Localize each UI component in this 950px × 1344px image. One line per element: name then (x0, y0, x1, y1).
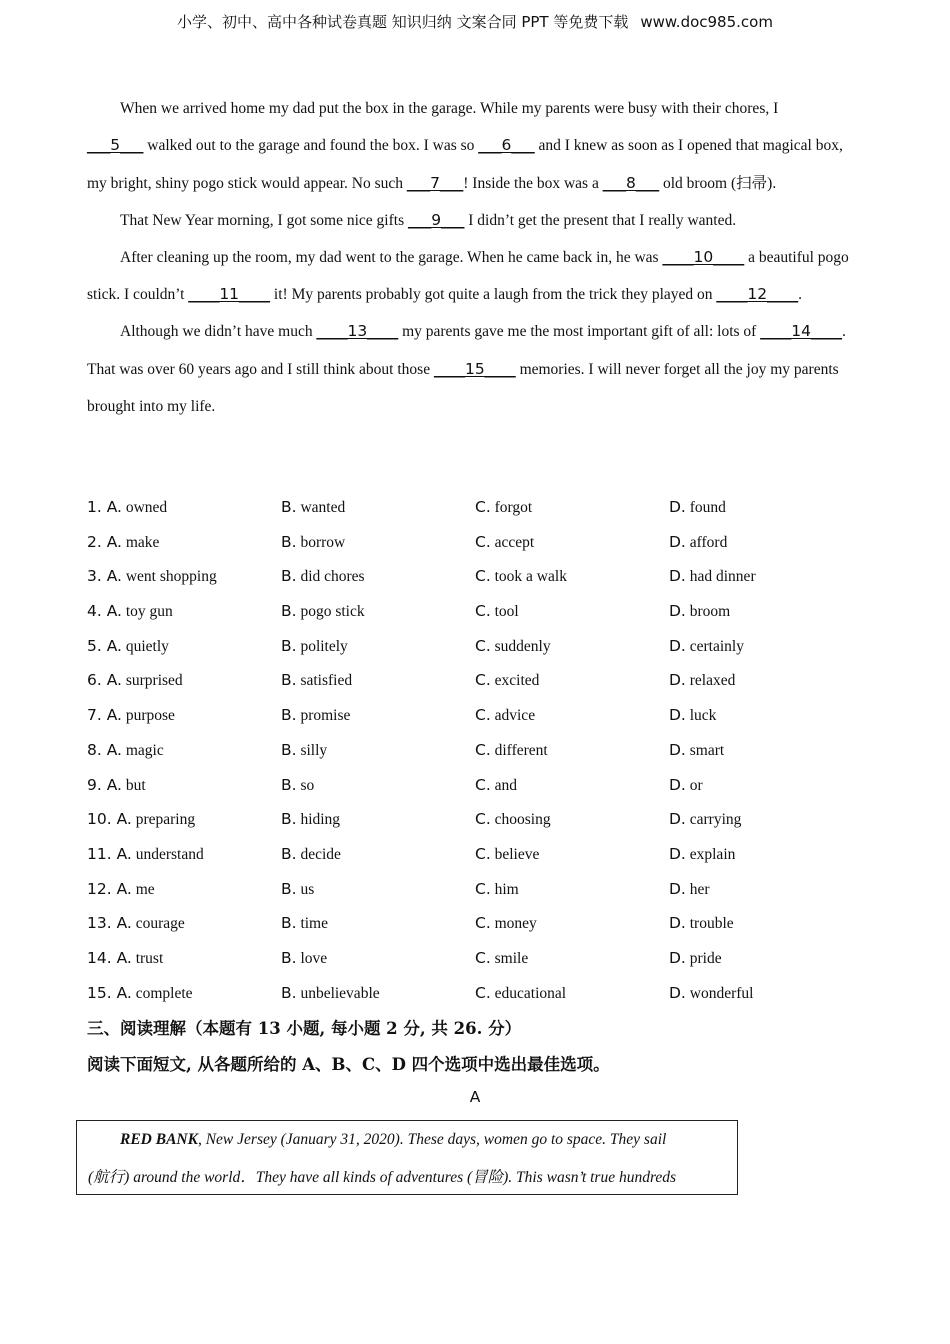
option-label: C. (475, 948, 491, 967)
option-c[interactable] (475, 533, 534, 552)
blank-5: ___5___ (87, 136, 144, 155)
page-header (0, 11, 950, 32)
option-label: 4. A. (87, 602, 122, 621)
option-text: wonderful (689, 984, 754, 1002)
option-text: magic (125, 741, 164, 759)
option-label: B. (281, 532, 297, 551)
option-d[interactable] (669, 498, 726, 517)
option-text: her (689, 880, 710, 898)
option-text: toy gun (125, 603, 173, 621)
option-label: 3. A. (87, 567, 122, 586)
passage-letter: A (469, 1088, 481, 1106)
option-c[interactable] (475, 567, 567, 586)
dateline: RED BANK (120, 1131, 198, 1148)
option-d[interactable] (669, 706, 716, 725)
option-d[interactable] (669, 741, 724, 760)
option-label: B. (281, 740, 297, 759)
option-c[interactable] (475, 637, 551, 656)
option-label: B. (281, 914, 297, 933)
option-label: B. (281, 498, 297, 516)
option-b[interactable] (281, 810, 340, 829)
option-b[interactable] (281, 776, 314, 795)
option-text: understand (135, 845, 204, 863)
option-d[interactable] (669, 776, 703, 795)
option-label: D. (669, 671, 686, 690)
option-label: 2. A. (87, 532, 122, 551)
option-b[interactable] (281, 914, 328, 933)
option-text: courage (135, 915, 185, 933)
option-c[interactable] (475, 706, 535, 725)
header-text: 小学、初中、高中各种试卷真题 知识归纳 文案合同 PPT 等免费下载 (177, 13, 629, 31)
option-d[interactable] (669, 567, 756, 586)
option-text: pride (689, 949, 722, 967)
option-text: luck (689, 707, 717, 725)
option-text: smile (494, 949, 529, 967)
option-text: afford (689, 533, 728, 551)
option-a[interactable] (87, 810, 195, 829)
question-row (87, 698, 867, 733)
paragraph-1: When we arrived home my dad put the box in the garage. While my parents were busy with their chores, I ___5___ walked out to the garage and found the box. I was so ___6___ and I knew as soon as I opened that magical box, my bright, shiny pogo stick would appear. No such ___7___! Inside the box was a ___8___ old broom (扫帚). (87, 100, 843, 192)
option-text: preparing (135, 811, 196, 829)
option-label: C. (475, 706, 491, 725)
option-label: C. (475, 810, 491, 829)
option-label: 14. A. (87, 948, 132, 967)
option-text: him (494, 880, 519, 898)
option-a[interactable] (87, 845, 204, 864)
question-row (87, 976, 867, 1011)
option-c[interactable] (475, 810, 551, 829)
option-label: D. (669, 983, 686, 1002)
option-label: D. (669, 879, 686, 898)
option-d[interactable] (669, 914, 734, 933)
option-b[interactable] (281, 845, 341, 864)
option-text: and (494, 776, 518, 794)
option-c[interactable] (475, 498, 532, 517)
option-label: C. (475, 914, 491, 933)
option-label: C. (475, 636, 491, 655)
blank-7: ___7___ (406, 173, 464, 192)
option-b[interactable] (281, 949, 327, 968)
option-text: me (135, 880, 155, 898)
option-text: excited (494, 672, 540, 690)
option-b[interactable] (281, 602, 365, 621)
option-text: hiding (300, 811, 341, 829)
option-label: 6. A. (87, 671, 122, 690)
option-a[interactable] (87, 637, 169, 656)
option-label: 11. A. (87, 844, 132, 863)
option-label: D. (669, 498, 686, 516)
option-label: 12. A. (87, 879, 132, 898)
option-label: B. (281, 706, 297, 725)
option-c[interactable] (475, 984, 566, 1003)
option-a[interactable] (87, 880, 155, 899)
blank-13: ____13____ (316, 322, 399, 341)
option-label: D. (669, 948, 686, 967)
option-a[interactable] (87, 602, 173, 621)
question-row (87, 872, 867, 907)
question-row (87, 906, 867, 941)
option-text: love (300, 949, 328, 967)
option-text: carrying (689, 811, 742, 829)
section-title: 三、阅读理解（本题有 13 小题, 每小题 2 分, 共 26. 分） (87, 1019, 522, 1038)
option-text: trust (135, 949, 164, 967)
option-d[interactable] (669, 533, 727, 552)
option-a[interactable] (87, 984, 193, 1003)
option-text: believe (494, 845, 540, 863)
option-text: make (125, 533, 160, 551)
question-row (87, 837, 867, 872)
option-text: advice (494, 707, 536, 725)
option-label: C. (475, 775, 491, 794)
option-label: 1. A. (87, 498, 122, 516)
option-text: silly (300, 741, 328, 759)
blank-12: ____12____ (716, 285, 799, 304)
option-b[interactable] (281, 533, 345, 552)
option-a[interactable] (87, 671, 183, 690)
option-text: owned (125, 499, 168, 516)
option-label: C. (475, 879, 491, 898)
section-instruction: 阅读下面短文, 从各题所给的 A、B、C、D 四个选项中选出最佳选项。 (87, 1055, 610, 1074)
option-d[interactable] (669, 637, 744, 656)
blank-11: ____11____ (188, 285, 271, 304)
option-label: 7. A. (87, 706, 122, 725)
option-text: relaxed (689, 672, 736, 690)
option-label: B. (281, 775, 297, 794)
option-label: D. (669, 775, 686, 794)
option-b[interactable] (281, 498, 345, 517)
option-label: C. (475, 671, 491, 690)
question-row (87, 733, 867, 768)
option-a[interactable] (87, 533, 159, 552)
option-d[interactable] (669, 602, 730, 621)
question-row (87, 559, 867, 594)
option-text: us (300, 880, 315, 898)
option-text: satisfied (300, 672, 353, 690)
option-a[interactable] (87, 949, 163, 968)
option-b[interactable] (281, 671, 352, 690)
option-d[interactable] (669, 949, 722, 968)
blank-8: ___8___ (602, 173, 660, 192)
option-b[interactable] (281, 637, 348, 656)
option-label: 13. A. (87, 914, 132, 933)
blank-9: ___9___ (408, 210, 465, 229)
option-label: C. (475, 740, 491, 759)
option-label: B. (281, 567, 297, 586)
option-label: B. (281, 983, 297, 1002)
option-label: D. (669, 706, 686, 725)
blank-6: ___6___ (478, 136, 535, 155)
option-b[interactable] (281, 706, 350, 725)
option-d[interactable] (669, 845, 735, 864)
option-text: smart (689, 741, 725, 759)
option-text: took a walk (494, 568, 567, 586)
option-d[interactable] (669, 810, 741, 829)
option-a[interactable] (87, 914, 185, 933)
paragraph-3: After cleaning up the room, my dad went to the garage. When he came back in, he was ____10____ a beautiful pogo stick. I couldn’t ____11____ it! My parents probably got quite a laugh from the trick they played on ____12____. (87, 247, 849, 304)
option-c[interactable] (475, 914, 537, 933)
option-a[interactable] (87, 567, 217, 586)
paragraph-2: That New Year morning, I got some nice gifts ___9___ I didn’t get the present that I really wanted. (120, 210, 737, 229)
option-text: quietly (125, 637, 169, 655)
option-text: tool (494, 603, 519, 621)
blank-14: ____14____ (760, 322, 842, 341)
option-c[interactable] (475, 949, 528, 968)
option-c[interactable] (475, 845, 539, 864)
blank-10: ____10____ (662, 247, 745, 266)
option-label: C. (475, 983, 491, 1002)
header-url[interactable]: www.doc985.com (640, 13, 773, 31)
option-label: B. (281, 948, 297, 967)
question-row (87, 629, 867, 664)
option-c[interactable] (475, 741, 548, 760)
option-text: purpose (125, 707, 175, 725)
option-label: B. (281, 879, 297, 898)
boxed-line-1: RED BANK, New Jersey (January 31, 2020). These days, women go to space. They sail (120, 1131, 667, 1148)
option-label: D. (669, 602, 686, 621)
question-row (87, 594, 867, 629)
option-text: unbelievable (300, 984, 380, 1002)
option-label: D. (669, 636, 686, 655)
option-d[interactable] (669, 671, 735, 690)
answer-options (87, 490, 867, 1010)
question-row (87, 941, 867, 976)
option-b[interactable] (281, 567, 365, 586)
option-label: C. (475, 844, 491, 863)
option-label: B. (281, 636, 297, 655)
option-text: broom (689, 603, 731, 621)
option-b[interactable] (281, 984, 380, 1003)
option-label: B. (281, 671, 297, 690)
option-text: promise (300, 707, 351, 725)
option-text: wanted (300, 499, 346, 516)
option-b[interactable] (281, 741, 327, 760)
option-text: politely (300, 637, 348, 655)
option-label: 5. A. (87, 636, 122, 655)
option-text: choosing (494, 811, 551, 829)
option-b[interactable] (281, 880, 314, 899)
question-row (87, 525, 867, 560)
question-row (87, 768, 867, 803)
option-text: went shopping (125, 568, 217, 586)
option-text: borrow (300, 533, 346, 551)
option-d[interactable] (669, 984, 753, 1003)
option-label: 15. A. (87, 983, 132, 1002)
option-text: decide (300, 845, 341, 863)
option-text: educational (494, 984, 567, 1002)
option-text: found (689, 499, 726, 516)
option-label: B. (281, 602, 297, 621)
option-a[interactable] (87, 706, 175, 725)
option-label: 8. A. (87, 740, 122, 759)
option-label: B. (281, 810, 297, 829)
option-label: C. (475, 567, 491, 586)
option-label: 10. A. (87, 810, 132, 829)
option-text: trouble (689, 915, 734, 933)
option-a[interactable] (87, 498, 167, 517)
option-text: but (125, 776, 146, 794)
option-label: C. (475, 532, 491, 551)
option-label: C. (475, 602, 491, 621)
option-label: D. (669, 844, 686, 863)
reading-passage-box (76, 1120, 738, 1195)
option-label: 9. A. (87, 775, 122, 794)
option-text: explain (689, 845, 736, 863)
option-text: did chores (300, 568, 365, 586)
option-label: D. (669, 810, 686, 829)
question-row (87, 663, 867, 698)
option-c[interactable] (475, 671, 539, 690)
cloze-passage (87, 90, 857, 425)
option-text: certainly (689, 637, 744, 655)
option-text: time (300, 915, 328, 933)
paragraph-4: Although we didn’t have much ____13____ my parents gave me the most important gift of all: lots of ____14____. That was over 60 years ago and I still think about those ____15____ memories. I will never forget all the joy my parents brought into my life. (87, 322, 846, 416)
option-c[interactable] (475, 776, 517, 795)
option-label: D. (669, 567, 686, 586)
option-label: D. (669, 914, 686, 933)
option-text: suddenly (494, 637, 551, 655)
option-text: forgot (494, 499, 533, 516)
option-label: B. (281, 844, 297, 863)
option-a[interactable] (87, 741, 164, 760)
option-a[interactable] (87, 776, 146, 795)
option-text: pogo stick (300, 603, 365, 621)
option-text: surprised (125, 672, 183, 690)
option-text: had dinner (689, 568, 756, 586)
option-c[interactable] (475, 602, 519, 621)
option-text: different (494, 741, 548, 759)
option-text: so (300, 776, 315, 794)
option-c[interactable] (475, 880, 519, 899)
question-row (87, 802, 867, 837)
option-text: complete (135, 984, 193, 1002)
option-label: D. (669, 740, 686, 759)
option-text: or (689, 776, 703, 794)
blank-15: ____15____ (433, 359, 516, 378)
option-d[interactable] (669, 880, 710, 899)
option-label: D. (669, 532, 686, 551)
option-text: money (494, 915, 537, 933)
option-label: C. (475, 498, 491, 516)
question-row (87, 490, 867, 525)
boxed-line-2: (航行) around the world．They have all kinds of adventures (冒险). This wasn’t true hundreds (88, 1168, 677, 1186)
option-text: accept (494, 533, 535, 551)
